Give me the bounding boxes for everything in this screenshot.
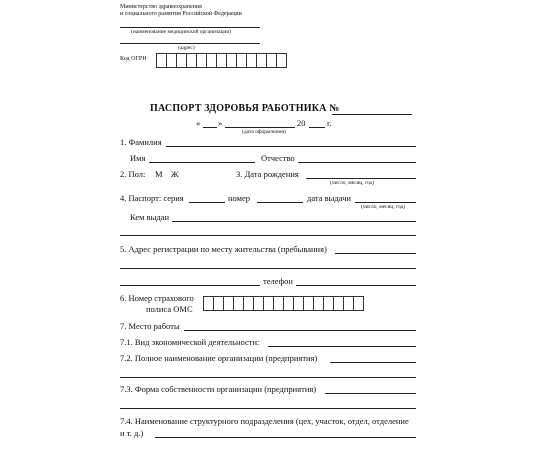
name-line[interactable]	[149, 162, 255, 163]
insurance-cells[interactable]	[203, 296, 364, 311]
phone-label: телефон	[263, 276, 293, 286]
issued-by-line[interactable]	[172, 221, 416, 222]
issued-by-line-2[interactable]	[120, 235, 416, 236]
address-line-2[interactable]	[120, 268, 416, 269]
date-caption: (дата оформления)	[242, 129, 286, 135]
insurance-label-1: 6. Номер страхового	[120, 293, 194, 303]
workplace-line[interactable]	[184, 330, 416, 331]
sex-male-option[interactable]: М	[155, 169, 163, 179]
subdivision-label-1: 7.4. Наименование структурного подразделения (цех, участок, отдел, отделение	[120, 416, 409, 426]
workplace-label: 7. Место работы	[120, 321, 180, 331]
birth-date-label: 3. Дата рождения	[236, 169, 299, 179]
year-line[interactable]	[309, 127, 325, 128]
patronymic-label: Отчество	[261, 153, 295, 163]
org-full-name-line-2[interactable]	[120, 377, 416, 378]
year-prefix: 20	[297, 118, 306, 128]
issued-by-label: Кем выдан	[130, 212, 169, 222]
org-full-name-label: 7.2. Полное наименование организации (предприятия)	[120, 353, 318, 363]
passport-number-field[interactable]	[257, 202, 303, 203]
address-label: 5. Адрес регистрации по месту жительства (пребывания)	[120, 244, 327, 254]
issue-date-line[interactable]	[355, 202, 416, 203]
surname-label: 1. Фамилия	[120, 137, 162, 147]
org-caption: (наименование медицинской организации)	[131, 29, 232, 35]
birth-date-caption: (число, месяц, год)	[330, 180, 375, 186]
address-caption: (адрес)	[178, 45, 195, 51]
address-line[interactable]	[120, 43, 260, 44]
birth-date-line[interactable]	[306, 178, 416, 179]
sex-label: 2. Пол:	[120, 169, 146, 179]
date-mid-quote: »	[218, 118, 223, 128]
insurance-label-2: полиса ОМС	[146, 304, 193, 314]
day-line[interactable]	[203, 127, 217, 128]
month-line[interactable]	[225, 127, 295, 128]
phone-line[interactable]	[296, 285, 416, 286]
issue-date-label: дата выдачи	[307, 193, 351, 203]
issue-date-caption: (число, месяц, год)	[361, 204, 406, 210]
passport-series-line[interactable]	[189, 202, 225, 203]
ownership-line[interactable]	[325, 393, 416, 394]
surname-line[interactable]	[166, 146, 416, 147]
passport-number-label: номер	[228, 193, 251, 203]
activity-line[interactable]	[268, 346, 416, 347]
ogrn-cells[interactable]	[156, 53, 287, 68]
passport-number-line[interactable]	[332, 114, 412, 115]
ogrn-label: Код ОГРН	[120, 56, 147, 62]
date-open-quote: «	[196, 118, 201, 128]
address-line-1[interactable]	[335, 253, 416, 254]
ministry-line-2: и социального развития Российской Федерации	[120, 11, 242, 17]
page-title: ПАСПОРТ ЗДОРОВЬЯ РАБОТНИКА №	[150, 103, 340, 114]
passport-series-label: 4. Паспорт: серия	[120, 193, 184, 203]
patronymic-line[interactable]	[298, 162, 416, 163]
address-line-3[interactable]	[120, 285, 260, 286]
ownership-line-2[interactable]	[120, 408, 416, 409]
subdivision-line[interactable]	[155, 437, 416, 438]
name-label: Имя	[130, 153, 146, 163]
ownership-label: 7.3. Форма собственности организации (предприятия)	[120, 384, 317, 394]
year-suffix: г.	[327, 118, 332, 128]
sex-female-option[interactable]: Ж	[171, 169, 179, 179]
subdivision-label-2: и т. д.)	[120, 428, 144, 438]
org-name-line[interactable]	[120, 27, 260, 28]
ministry-line-1: Министерство здравоохранения	[120, 4, 202, 10]
org-full-name-line[interactable]	[330, 362, 416, 363]
activity-label: 7.1. Вид экономической деятельности:	[120, 337, 260, 347]
